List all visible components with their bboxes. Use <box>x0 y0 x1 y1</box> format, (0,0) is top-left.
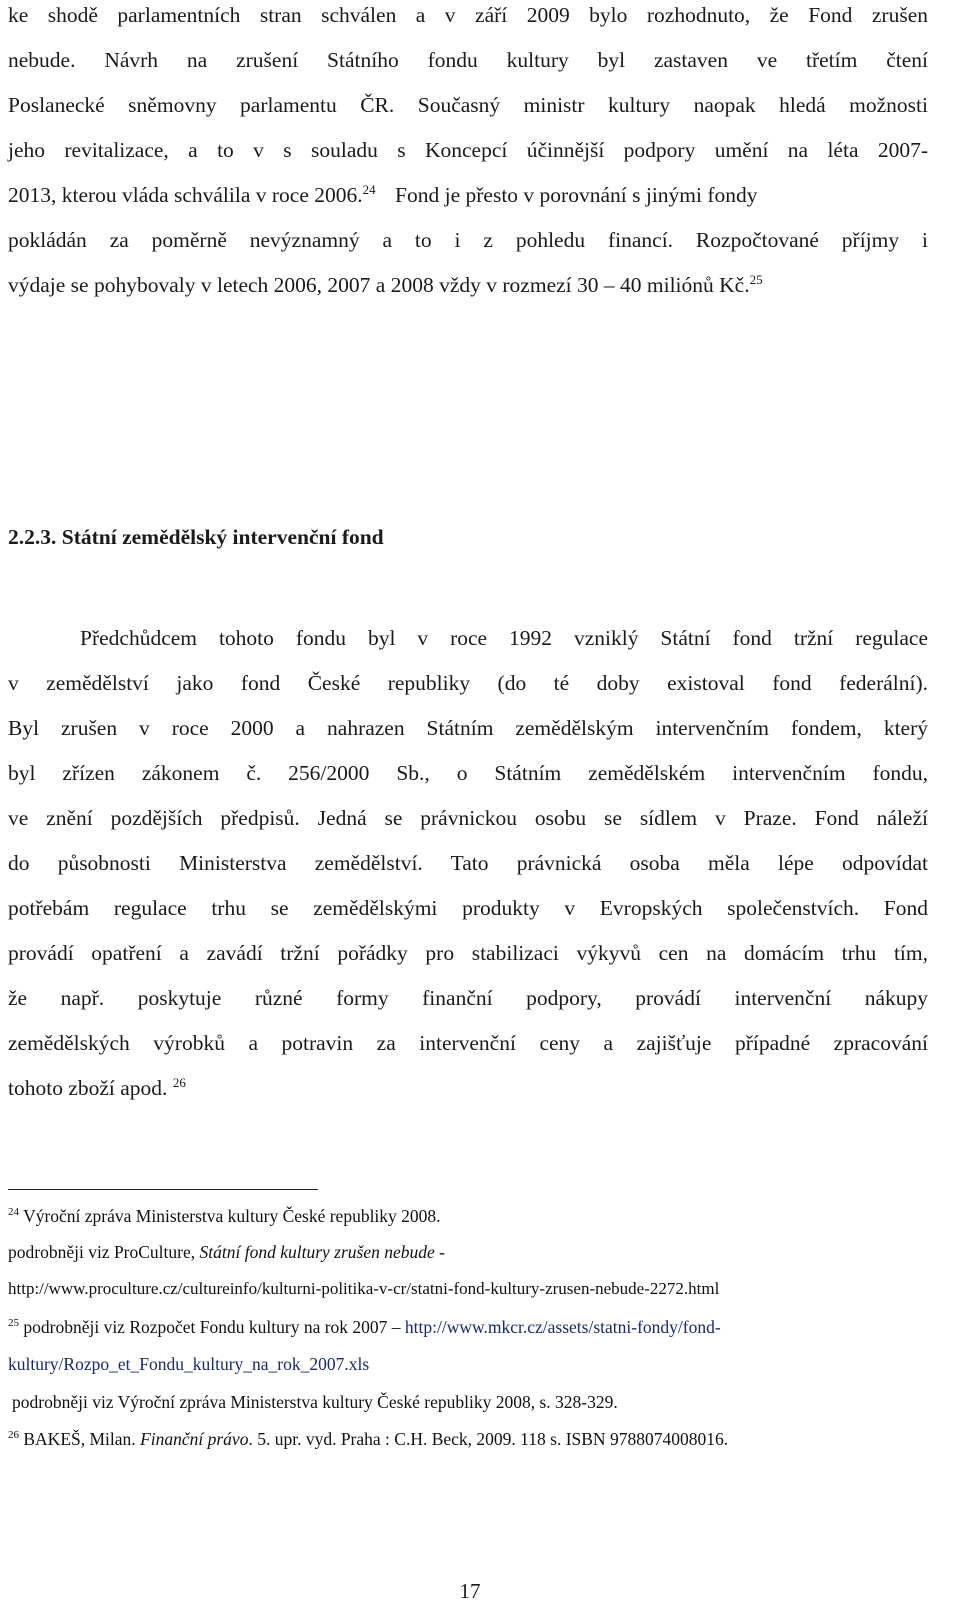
text-fragment: Fond je přesto v porovnání s jinými fondy <box>395 183 758 207</box>
text-line: ve znění pozdějších předpisů. Jedná se právnickou osobu se sídlem v Praze. Fond náleží <box>8 806 928 830</box>
text-line: zemědělských výrobků a potravin za intervenční ceny a zajišťuje případné zpracování <box>8 1031 928 1055</box>
footnote-25 <box>8 1316 721 1338</box>
text-line: potřebám regulace trhu se zemědělskými produkty v Evropských společenstvích. Fond <box>8 896 928 920</box>
text-fragment: výdaje se pohybovaly v letech 2006, 2007 a 2008 vždy v rozmezí 30 – 40 miliónů Kč. <box>8 273 750 297</box>
footnote-number: 26 <box>8 1429 19 1442</box>
section-heading: 2.2.3. Státní zemědělský intervenční fond <box>8 525 384 549</box>
text-line: pokládán za poměrně nevýznamný a to i z pohledu financí. Rozpočtované příjmy i <box>8 228 928 252</box>
footnote-number: 25 <box>8 1317 19 1330</box>
footnote-text: BAKEŠ, Milan. <box>23 1429 141 1449</box>
text-line: provádí opatření a zavádí tržní pořádky pro stabilizaci výkyvů cen na domácím trhu tím, <box>8 941 928 965</box>
text-line: Byl zrušen v roce 2000 a nahrazen Státním zemědělským intervenčním fondem, který <box>8 716 928 740</box>
footnote-24-url[interactable]: http://www.proculture.cz/cultureinfo/kulturni-politika-v-cr/statni-fond-kultury-zrusen-nebude-2272.html <box>8 1279 720 1298</box>
text-line: jeho revitalizace, a to v s souladu s Koncepcí účinnější podpory umění na léta 2007- <box>8 138 928 162</box>
footnote-26 <box>8 1428 728 1450</box>
footnote-25-link-cont[interactable]: kultury/Rozpo_et_Fondu_kultury_na_rok_2007.xls <box>8 1354 370 1374</box>
text-line: Předchůdcem tohoto fondu byl v roce 1992 vzniklý Státní fond tržní regulace <box>80 626 928 650</box>
footnote-text: Výroční zpráva Ministerstva kultury České republiky 2008. <box>23 1206 441 1226</box>
text-line: do působnosti Ministerstva zemědělství. Tato právnická osoba měla lépe odpovídat <box>8 851 928 875</box>
text-line: v zemědělství jako fond České republiky (do té doby existoval fond federální). <box>8 671 928 695</box>
text-fragment: 2013, kterou vláda schválila v roce 2006. <box>8 183 363 207</box>
footnote-text: - <box>434 1242 445 1262</box>
footnote-ref-24[interactable]: 24 <box>362 181 376 197</box>
text-line: že např. poskytuje různé formy finanční podpory, provádí intervenční nákupy <box>8 986 928 1010</box>
footnote-24-source <box>8 1241 445 1263</box>
footnote-text: podrobněji viz Rozpočet Fondu kultury na rok 2007 – <box>23 1317 405 1337</box>
footnote-ref-26[interactable]: 26 <box>172 1074 186 1090</box>
text-line: byl zřízen zákonem č. 256/2000 Sb., o Státním zemědělském intervenčním fondu, <box>8 761 928 785</box>
footnote-24 <box>8 1205 441 1227</box>
text-fragment: tohoto zboží apod. <box>8 1076 168 1100</box>
text-line <box>8 272 928 298</box>
page-number: 17 <box>459 1579 481 1603</box>
footnote-text: podrobněji viz ProCulture, <box>8 1242 200 1262</box>
footnote-separator <box>8 1189 318 1190</box>
footnote-25-link[interactable]: http://www.mkcr.cz/assets/statni-fondy/fond- <box>404 1317 721 1337</box>
footnote-ref-25[interactable]: 25 <box>749 271 763 287</box>
text-line: ke shodě parlamentních stran schválen a v září 2009 bylo rozhodnuto, že Fond zrušen <box>8 3 928 27</box>
text-line <box>8 182 928 208</box>
text-line: nebude. Návrh na zrušení Státního fondu kultury byl zastaven ve třetím čtení <box>8 48 928 72</box>
footnote-number: 24 <box>8 1206 19 1219</box>
footnote-title: Finanční právo <box>140 1429 249 1449</box>
footnote-text: . 5. upr. vyd. Praha : C.H. Beck, 2009. 118 s. ISBN 9788074008016. <box>248 1429 729 1449</box>
footnote-25-extra: podrobněji viz Výroční zpráva Ministerstva kultury České republiky 2008, s. 328-329. <box>12 1392 618 1412</box>
text-line <box>8 1075 928 1101</box>
text-line: Poslanecké sněmovny parlamentu ČR. Současný ministr kultury naopak hledá možnosti <box>8 93 928 117</box>
footnote-title: Státní fond kultury zrušen nebude <box>199 1242 435 1262</box>
